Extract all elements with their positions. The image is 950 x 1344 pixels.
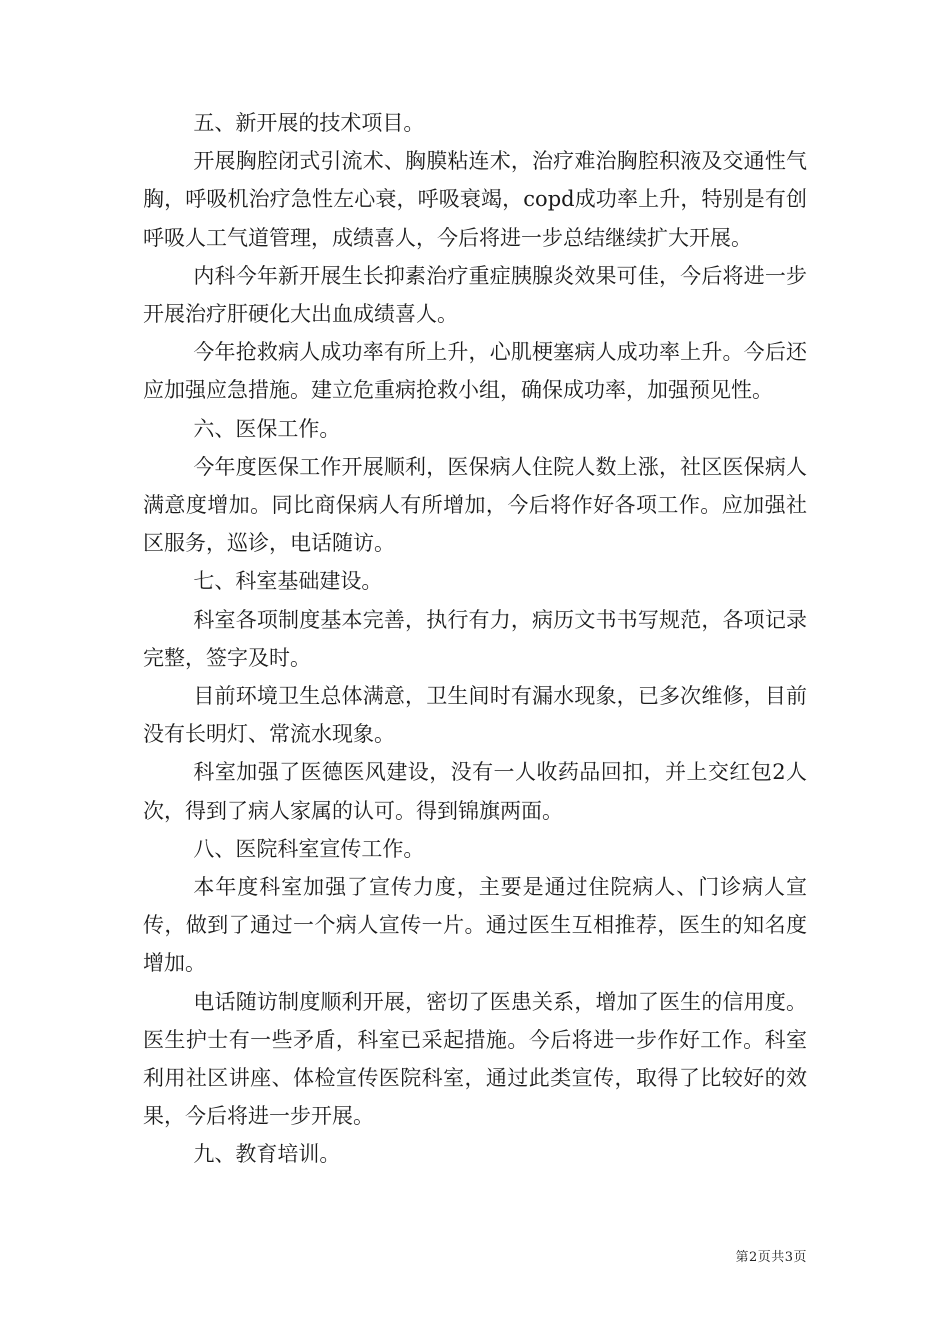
document-body — [143, 104, 807, 1174]
section-heading-7: 七、科室基础建设。 — [193, 569, 383, 594]
section-heading-9: 九、教育培训。 — [193, 1142, 341, 1167]
paragraph: 科室加强了医德医风建设，没有一人收药品回扣，并上交红包2人次，得到了病人家属的认可。得到锦旗两面。 — [143, 760, 807, 823]
section-heading-5: 五、新开展的技术项目。 — [193, 111, 425, 135]
page-number: 第2页共3页 — [735, 1250, 807, 1265]
paragraph: 今年抢救病人成功率有所上升，心肌梗塞病人成功率上升。今后还应加强应急措施。建立危重病抢救小组，确保成功率，加强预见性。 — [143, 340, 807, 403]
paragraph: 开展胸腔闭式引流术、胸膜粘连术，治疗难治胸腔积液及交通性气胸，呼吸机治疗急性左心衰，呼吸衰竭，copd成功率上升，特别是有创呼吸人工气道管理，成绩喜人，今后将进一步总结继续扩大开展。 — [143, 149, 807, 250]
paragraph: 科室各项制度基本完善，执行有力，病历文书书写规范，各项记录完整，签字及时。 — [143, 607, 807, 670]
section-heading-8: 八、医院科室宣传工作。 — [193, 836, 425, 861]
section-heading-6: 六、医保工作。 — [193, 416, 341, 441]
paragraph: 电话随访制度顺利开展，密切了医患关系，增加了医生的信用度。医生护士有一些矛盾，科室已采起措施。今后将进一步作好工作。科室利用社区讲座、体检宣传医院科室，通过此类宣传，取得了比较好的效果，今后将进一步开展。 — [143, 989, 807, 1129]
paragraph: 内科今年新开展生长抑素治疗重症胰腺炎效果可佳，今后将进一步开展治疗肝硬化大出血成绩喜人。 — [143, 263, 807, 327]
paragraph: 本年度科室加强了宣传力度，主要是通过住院病人、门诊病人宣传，做到了通过一个病人宣传一片。通过医生互相推荐，医生的知名度增加。 — [143, 875, 807, 976]
paragraph: 今年度医保工作开展顺利，医保病人住院人数上涨，社区医保病人满意度增加。同比商保病人有所增加，今后将作好各项工作。应加强社区服务，巡诊，电话随访。 — [143, 454, 807, 556]
paragraph: 目前环境卫生总体满意，卫生间时有漏水现象，已多次维修，目前没有长明灯、常流水现象。 — [143, 684, 807, 747]
